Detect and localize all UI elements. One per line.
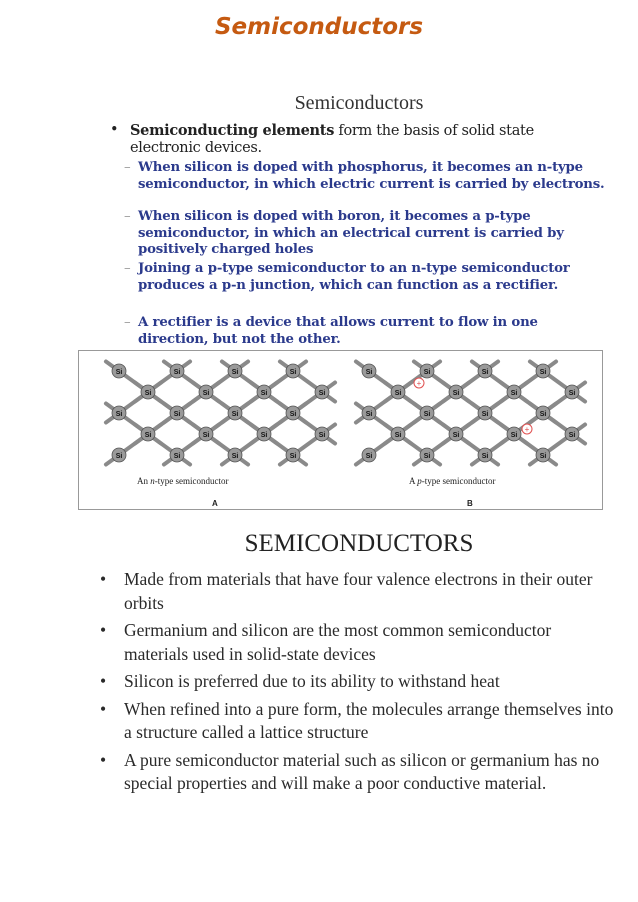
- atom-label: Si: [289, 368, 297, 376]
- atom-label: Si: [260, 389, 268, 397]
- subpoint-2-text: When silicon is doped with boron, it becomes a p-type semiconductor, in which an electrical current is carried by positively charged holes: [138, 209, 564, 257]
- atom-label: Si: [115, 368, 123, 376]
- atom-label: Si: [173, 368, 181, 376]
- atom-label: Si: [115, 410, 123, 418]
- slide-1: [104, 88, 614, 350]
- list-item: • When refined into a pure form, the molecules arrange themselves into a structure called a lattice structure: [100, 698, 614, 742]
- letter-a: A: [212, 499, 218, 508]
- atom-label: Si: [394, 389, 402, 397]
- n-type-lattice: [106, 362, 335, 465]
- atom-label: Si: [481, 368, 489, 376]
- caption-n-type: An n-type semiconductor: [137, 476, 229, 486]
- subpoint-4-text: A rectifier is a device that allows current to flow in one direction, but not the other.: [138, 315, 538, 347]
- atom-label: Si: [289, 452, 297, 460]
- atom-label: Si: [481, 410, 489, 418]
- letter-b: B: [467, 499, 473, 508]
- atom-label: Si: [452, 431, 460, 439]
- subpoint-2: – When silicon is doped with boron, it becomes a p-type semiconductor, in which an electrical current is carried by positively charged holes: [124, 209, 564, 257]
- atom-label: Si: [539, 452, 547, 460]
- hole-label: +: [416, 379, 422, 388]
- atom-label: Si: [260, 431, 268, 439]
- subpoint-4: – A rectifier is a device that allows current to flow in one direction, but not the other.: [124, 315, 538, 347]
- subpoint-1-text: When silicon is doped with phosphorus, it becomes an n-type semiconductor, in which electric current is carried by electrons.: [138, 160, 605, 192]
- list-item: • Silicon is preferred due to its ability to withstand heat: [100, 671, 500, 691]
- atom-label: Si: [365, 410, 373, 418]
- atom-label: Si: [318, 389, 326, 397]
- slide-1-bullet: [110, 122, 600, 157]
- atom-label: Si: [173, 410, 181, 418]
- page-title: Semiconductors: [214, 14, 424, 40]
- atom-label: Si: [289, 410, 297, 418]
- atom-label: Si: [365, 368, 373, 376]
- atom-label: Si: [144, 431, 152, 439]
- atom-label: Si: [231, 368, 239, 376]
- bullet-dot: •: [110, 122, 119, 138]
- list-item: • Made from materials that have four valence electrons in their outer orbits: [100, 569, 593, 613]
- atom-label: Si: [539, 410, 547, 418]
- atom-label: Si: [144, 389, 152, 397]
- atom-label: Si: [568, 431, 576, 439]
- atom-label: Si: [539, 368, 547, 376]
- bullet-bold-text: Semiconducting elements: [130, 122, 335, 139]
- atom-label: Si: [231, 410, 239, 418]
- atom-label: Si: [481, 452, 489, 460]
- atom-label: Si: [510, 431, 518, 439]
- atom-label: Si: [365, 452, 373, 460]
- slide-1-heading: Semiconductors: [294, 92, 424, 114]
- slide-2-heading: SEMICONDUCTORS: [244, 530, 474, 557]
- p-type-lattice: [356, 362, 585, 465]
- atom-label: Si: [231, 452, 239, 460]
- atom-label: Si: [423, 410, 431, 418]
- lattice-diagram: [79, 351, 602, 509]
- hole-label: +: [524, 425, 530, 434]
- subpoint-1: – When silicon is doped with phosphorus, it becomes an n-type semiconductor, in which electric current is carried by electrons.: [124, 160, 605, 192]
- bullet-text: form the basis of solid state electronic devices.: [130, 123, 534, 156]
- atom-label: Si: [202, 431, 210, 439]
- lattice-figure: [78, 350, 603, 510]
- atom-label: Si: [173, 452, 181, 460]
- atom-label: Si: [452, 389, 460, 397]
- atom-label: Si: [394, 431, 402, 439]
- list-item: • A pure semiconductor material such as silicon or germanium has no special properties and will make a poor conductive material.: [100, 749, 600, 793]
- atom-label: Si: [318, 431, 326, 439]
- list-item: • Germanium and silicon are the most common semiconductor materials used in solid-state devices: [100, 620, 552, 664]
- subpoint-3: – Joining a p-type semiconductor to an n-type semiconductor produces a p-n junction, which can function as a rectifier.: [124, 261, 570, 293]
- atom-label: Si: [423, 368, 431, 376]
- atom-label: Si: [115, 452, 123, 460]
- slide-2-list: [96, 568, 616, 800]
- atom-label: Si: [423, 452, 431, 460]
- atom-label: Si: [202, 389, 210, 397]
- subpoint-3-text: Joining a p-type semiconductor to an n-type semiconductor produces a p-n junction, which can function as a rectifier.: [138, 261, 570, 293]
- caption-p-type: A p-type semiconductor: [409, 476, 496, 486]
- atom-label: Si: [510, 389, 518, 397]
- atom-label: Si: [568, 389, 576, 397]
